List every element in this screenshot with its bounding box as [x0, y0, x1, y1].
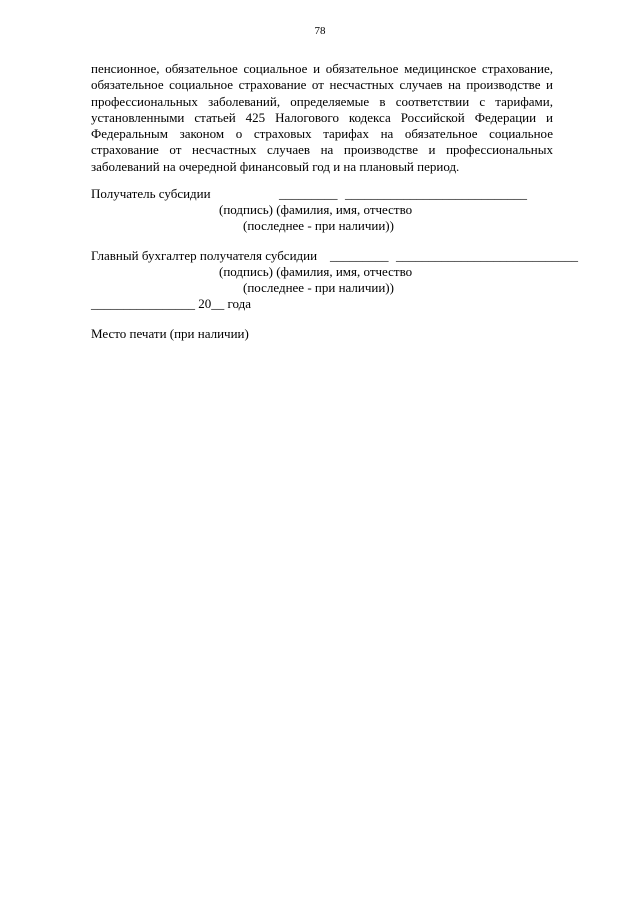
body-line: Федеральным законом о страховых тарифах на обязательное социальное: [91, 126, 553, 142]
recipient-caption-signature: (подпись) (фамилия, имя, отчество: [219, 202, 413, 217]
seal-line: Место печати (при наличии): [91, 326, 249, 341]
body-line: пенсионное, обязательное социальное и обязательное медицинское страхование,: [91, 61, 553, 76]
recipient-name-blank: ____________________________: [345, 186, 527, 201]
date-line: ________________ 20__ года: [91, 296, 252, 311]
body-line: страхование от несчастных случаев на производстве и профессиональных: [91, 142, 553, 158]
accountant-name-blank: ____________________________: [396, 248, 578, 263]
body-line: заболеваний на очередной финансовый год и на плановый период.: [91, 158, 460, 174]
accountant-label: Главный бухгалтер получателя субсидии: [91, 248, 318, 263]
body-paragraph: [91, 61, 553, 175]
accountant-caption-signature: (подпись) (фамилия, имя, отчество: [219, 264, 413, 279]
body-line: обязательное социальное страхование от несчастных случаев на производстве и: [91, 77, 553, 93]
page-number: 78: [314, 25, 326, 37]
accountant-caption-name: (последнее - при наличии)): [243, 280, 394, 295]
recipient-caption-name: (последнее - при наличии)): [243, 218, 394, 233]
recipient-label: Получатель субсидии: [91, 186, 211, 201]
body-line: установленными статьей 425 Налогового кодекса Российской Федерации и: [91, 109, 553, 125]
accountant-signature-blank: _________: [330, 248, 389, 263]
recipient-signature-blank: _________: [279, 186, 338, 201]
body-line: профессиональных заболеваний, определяемые в соответствии с тарифами,: [91, 93, 553, 109]
